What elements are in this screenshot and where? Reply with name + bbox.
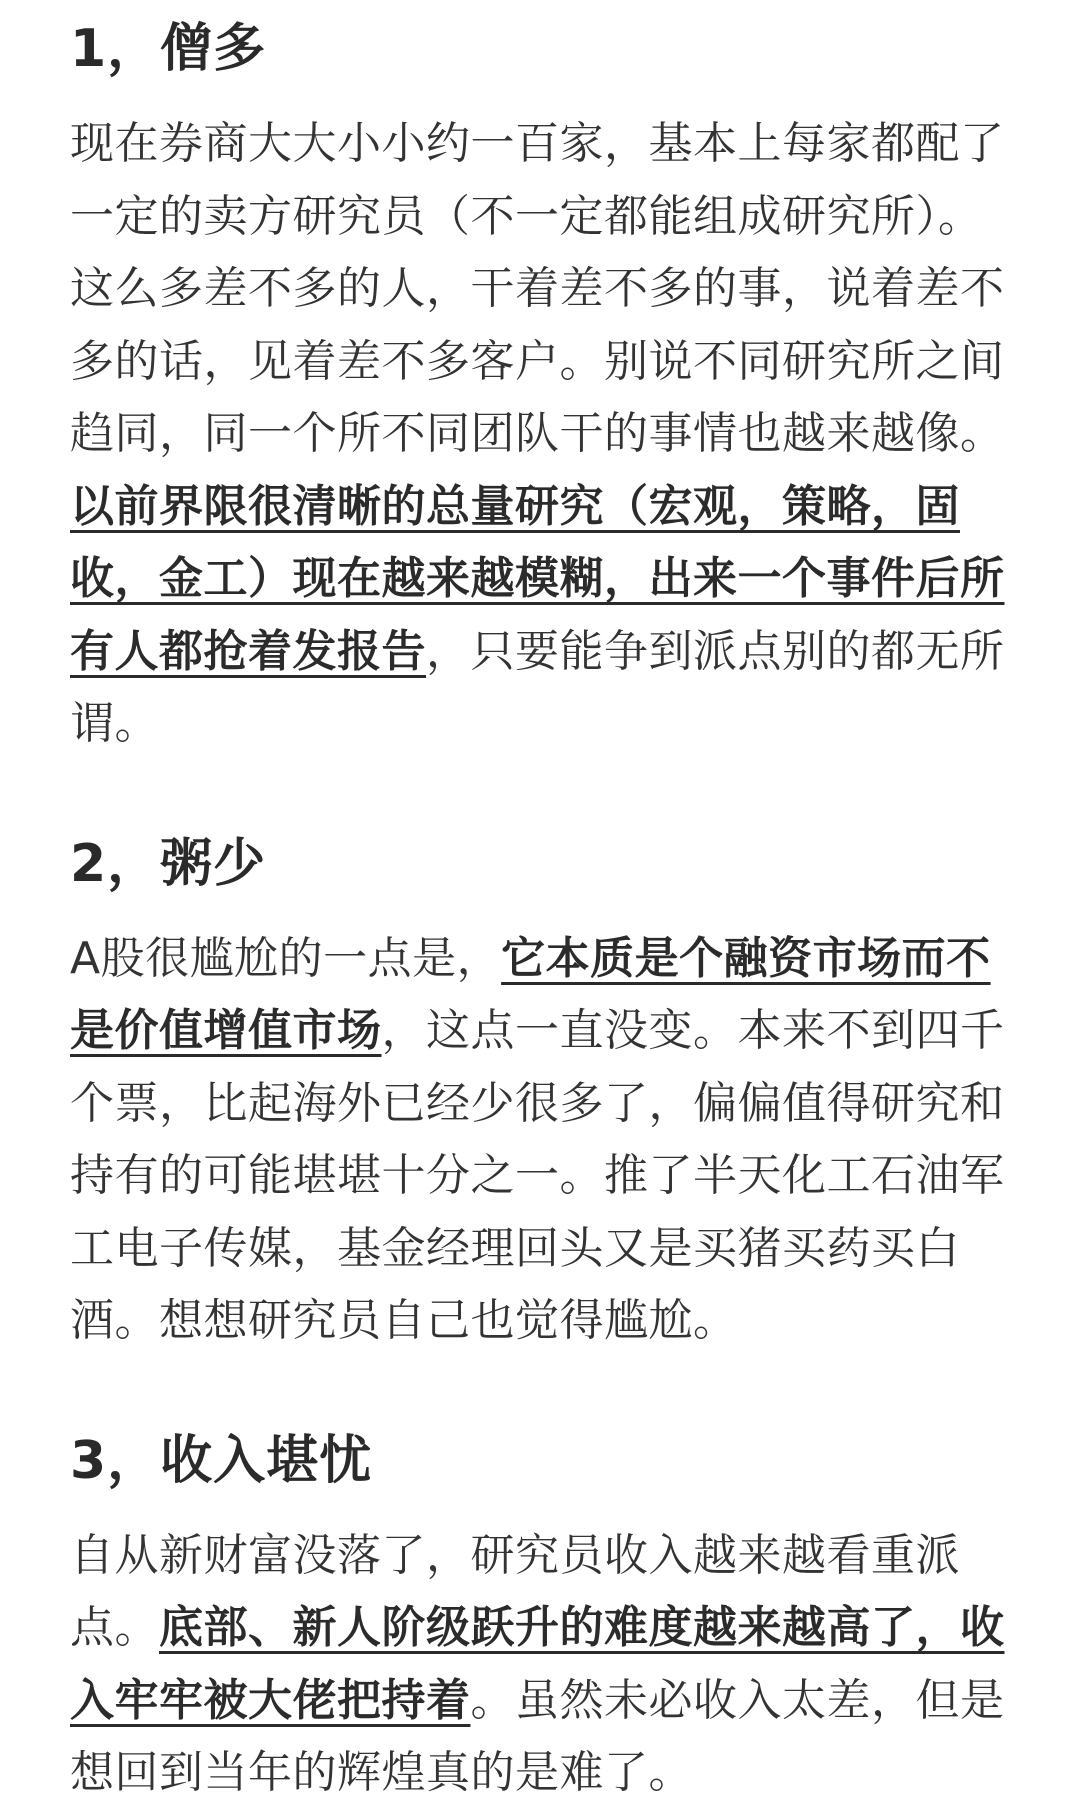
paragraph-text: 自从新财富没落了，研究员收入越来越看重派点。 (70, 1529, 960, 1653)
section-income (70, 1430, 1015, 1810)
paragraph-text: 。虽然未必收入太差，但是想回到当年的辉煌真的是难了。 (70, 1674, 1005, 1798)
section-scarcity (70, 833, 1015, 1358)
highlighted-text: 底部、新人阶级跃升的难度越来越高了，收入牢牢被大佬把持着 (70, 1602, 1005, 1726)
paragraph-text: 现在券商大大小小约一百家，基本上每家都配了一定的卖方研究员（不一定都能组成研究所）。这么多差不多的人，干着差不多的事，说着差不多的话，见着差不多客户。别说不同研究所之间趋同，同一个所不同团队干的事情也越来越像。 (70, 118, 1005, 459)
article-body (70, 0, 1015, 1810)
paragraph-text: ，这点一直没变。本来不到四千个票，比起海外已经少很多了，偏偏值得研究和持有的可能堪堪十分之一。推了半天化工石油军工电子传媒，基金经理回头又是买猪买药买白酒。想想研究员自己也觉得尴尬。 (70, 1005, 1005, 1346)
section-heading: 3，收入堪忧 (70, 1430, 373, 1491)
section-heading: 1，僧多 (70, 19, 267, 79)
paragraph-text: A股很尴尬的一点是， (70, 932, 502, 984)
section-paragraph (70, 108, 1015, 761)
section-paragraph (70, 1520, 1015, 1810)
paragraph-text: ，只要能争到派点别的都无所谓。 (70, 625, 1005, 749)
highlighted-text: 以前界限很清晰的总量研究（宏观，策略，固收，金工）现在越来越模糊，出来一个事件后所有人都抢着发报告 (70, 480, 1005, 677)
section-heading: 2，粥少 (70, 833, 267, 894)
section-paragraph (70, 923, 1015, 1358)
section-oversupply (70, 18, 1015, 761)
highlighted-text: 它本质是个融资市场而不是价值增值市场 (70, 932, 991, 1056)
